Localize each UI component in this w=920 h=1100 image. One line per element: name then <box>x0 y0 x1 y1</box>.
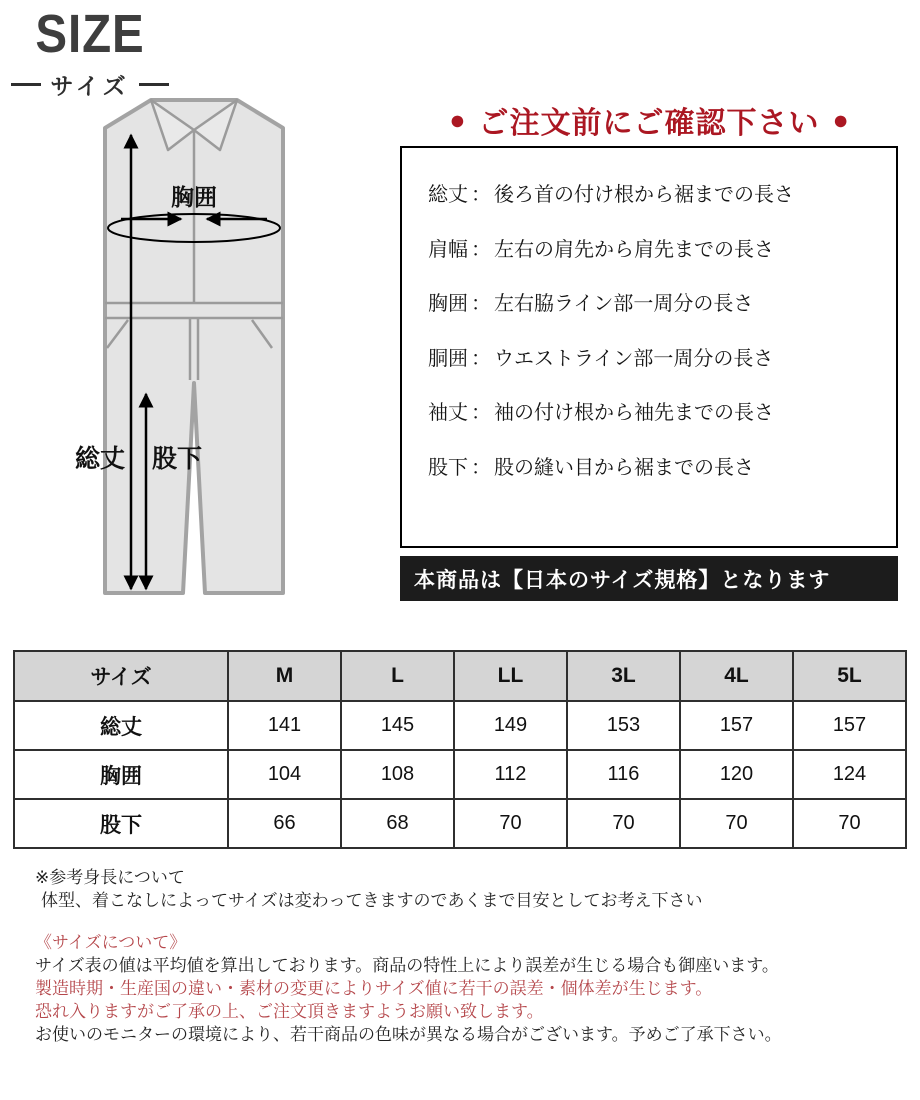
size-value: 70 <box>793 799 906 848</box>
definition-separator: ： <box>471 456 491 479</box>
column-header: サイズ <box>14 651 228 701</box>
table-row <box>14 750 906 799</box>
total-length-label: 総丈 <box>74 445 126 473</box>
dash-decoration <box>139 83 169 86</box>
definition-row <box>428 287 886 316</box>
definition-separator: ： <box>471 238 491 261</box>
column-header: 4L <box>680 651 793 701</box>
brand-block <box>10 6 170 101</box>
column-header: 3L <box>567 651 680 701</box>
column-header: M <box>228 651 341 701</box>
size-table <box>13 650 907 849</box>
definition-row <box>428 233 886 262</box>
definitions-box <box>400 146 898 548</box>
size-note-line: 製造時期・生産国の違い・素材の変更によりサイズ値に若干の誤差・個体差が生じます。 <box>35 979 713 998</box>
jp-standard-banner: 本商品は【日本のサイズ規格】となります <box>400 556 898 601</box>
definition-term: 肩幅 <box>428 238 468 261</box>
definition-desc: ウエストライン部一周分の長さ <box>494 347 774 370</box>
size-note-line: サイズ表の値は平均値を算出しております。商品の特性上により誤差が生じる場合も御座います。 <box>35 956 779 975</box>
definition-desc: 股の縫い目から裾までの長さ <box>494 456 754 479</box>
size-value: 145 <box>341 701 454 750</box>
definition-term: 袖丈 <box>428 402 468 425</box>
definition-desc: 後ろ首の付け根から裾までの長さ <box>494 184 794 206</box>
definition-desc: 左右脇ライン部一周分の長さ <box>494 293 754 316</box>
dash-decoration <box>11 83 41 86</box>
size-value: 153 <box>567 701 680 750</box>
column-header: 5L <box>793 651 906 701</box>
reference-height-body: 体型、着こなしによってサイズは変わってきますのであくまで目安としてお考え下さい <box>41 891 703 910</box>
definition-separator: ： <box>471 293 491 316</box>
size-value: 108 <box>341 750 454 799</box>
size-value: 141 <box>228 701 341 750</box>
table-row <box>14 701 906 750</box>
size-value: 157 <box>680 701 793 750</box>
size-value: 68 <box>341 799 454 848</box>
size-value: 149 <box>454 701 567 750</box>
definition-desc: 左右の肩先から肩先までの長さ <box>494 238 774 261</box>
definition-row <box>428 396 886 425</box>
definition-separator: ： <box>471 402 491 425</box>
definition-row <box>428 451 886 480</box>
reference-height-title: ※参考身長について <box>35 868 185 887</box>
size-value: 157 <box>793 701 906 750</box>
size-value: 70 <box>567 799 680 848</box>
page-subtitle: サイズ <box>50 72 130 99</box>
chest-label: 胸囲 <box>171 184 217 210</box>
definition-row <box>428 342 886 371</box>
table-row <box>14 799 906 848</box>
red-bullet-icon: ● <box>832 104 849 135</box>
size-value: 66 <box>228 799 341 848</box>
garment-diagram <box>55 88 395 646</box>
size-value: 112 <box>454 750 567 799</box>
column-header: L <box>341 651 454 701</box>
size-value: 70 <box>454 799 567 848</box>
red-bullet-icon: ● <box>449 104 466 135</box>
page-title: SIZE <box>35 4 145 64</box>
definition-term: 総丈 <box>428 184 468 206</box>
definition-term: 胴囲 <box>428 347 468 370</box>
row-label: 胸囲 <box>14 750 228 799</box>
notice-title: ご注文前にご確認下さい <box>478 107 820 140</box>
definition-row <box>428 178 886 207</box>
row-label: 股下 <box>14 799 228 848</box>
size-note-line: 恐れ入りますがご了承の上、ご注文頂きますようお願い致します。 <box>35 1002 544 1021</box>
row-label: 総丈 <box>14 701 228 750</box>
size-value: 70 <box>680 799 793 848</box>
size-value: 120 <box>680 750 793 799</box>
notice-header <box>400 98 898 142</box>
size-about-title: 《サイズについて》 <box>35 933 187 952</box>
footer-notes <box>35 866 782 1046</box>
definition-term: 胸囲 <box>428 293 468 316</box>
definition-separator: ： <box>471 347 491 370</box>
definition-desc: 袖の付け根から袖先までの長さ <box>494 402 774 425</box>
column-header: LL <box>454 651 567 701</box>
table-header-row <box>14 651 906 701</box>
size-note-line: お使いのモニターの環境により、若干商品の色味が異なる場合がございます。予めご了承下さい。 <box>35 1025 782 1044</box>
size-value: 104 <box>228 750 341 799</box>
size-value: 116 <box>567 750 680 799</box>
definition-separator: ： <box>471 184 491 206</box>
definition-term: 股下 <box>428 456 468 479</box>
size-value: 124 <box>793 750 906 799</box>
inseam-label: 股下 <box>151 445 203 473</box>
